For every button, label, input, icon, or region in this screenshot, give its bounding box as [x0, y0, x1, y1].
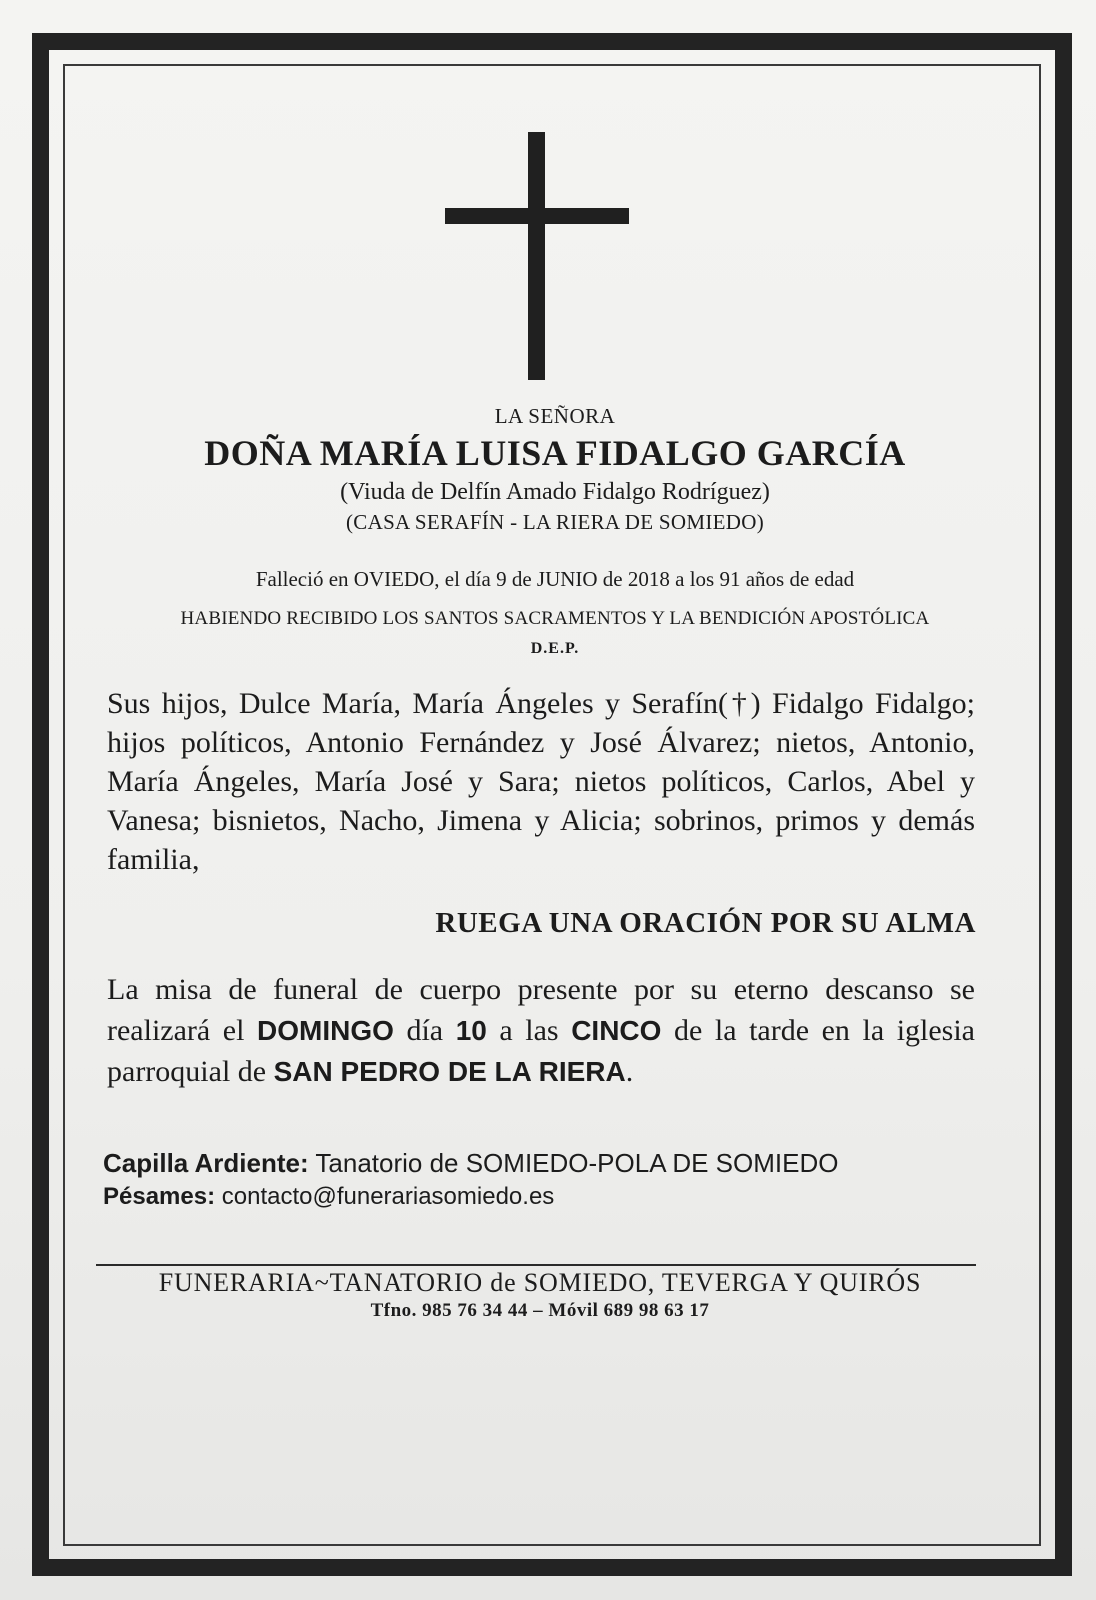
- mass-text-5: .: [625, 1055, 634, 1088]
- funeral-home-name: FUNERARIA~TANATORIO de SOMIEDO, TEVERGA Y QUIRÓS: [158, 1268, 922, 1297]
- mass-text-3: a las: [486, 1014, 572, 1047]
- dep-abbreviation: D.E.P.: [530, 640, 580, 657]
- death-info: Falleció en OVIEDO, el día 9 de JUNIO de 2018 a los 91 años de edad: [255, 567, 855, 591]
- widow-of: (Viuda de Delfín Amado Fidalgo Rodríguez): [340, 479, 770, 505]
- funeral-home-phones: Tfno. 985 76 34 44 – Móvil 689 98 63 17: [370, 1300, 710, 1321]
- mass-paragraph: [107, 969, 975, 1092]
- mass-church: SAN PEDRO DE LA RIERA: [273, 1056, 626, 1087]
- chapel-value: Tanatorio de SOMIEDO-POLA DE SOMIEDO: [308, 1148, 839, 1178]
- family-paragraph: Sus hijos, Dulce María, María Ángeles y Serafín(†) Fidalgo Fidalgo; hijos políticos, Antonio Fernández y José Álvarez; nietos, Antonio, María Ángeles, María José y Sara; nietos políticos, Carlos, Abel y Vanesa; bisnietos, Nacho, Jimena y Alicia; sobrinos, primos y demás familia,: [107, 687, 975, 876]
- mass-text-2: día: [393, 1014, 456, 1047]
- mass-text-1: La misa de funeral de cuerpo presente por su eterno descanso se realizará el: [107, 973, 975, 1047]
- condolences-line: [103, 1183, 554, 1211]
- deceased-name: DOÑA MARÍA LUISA FIDALGO GARCÍA: [204, 433, 906, 473]
- mass-day: DOMINGO: [257, 1015, 394, 1046]
- prayer-request: RUEGA UNA ORACIÓN POR SU ALMA: [435, 907, 976, 939]
- sacraments-line: HABIENDO RECIBIDO LOS SANTOS SACRAMENTOS Y LA BENDICIÓN APOSTÓLICA: [180, 608, 930, 629]
- mass-date: 10: [455, 1015, 487, 1046]
- mass-text-4: de la tarde en la iglesia parroquial de: [107, 1014, 976, 1088]
- condolences-label: Pésames:: [103, 1183, 216, 1210]
- chapel-line: [103, 1148, 838, 1179]
- title-prefix: LA SEÑORA: [494, 404, 616, 428]
- mass-time: CINCO: [571, 1015, 662, 1046]
- condolences-email: contacto@funerariasomiedo.es: [215, 1183, 555, 1210]
- house-name: (CASA SERAFÍN - LA RIERA DE SOMIEDO): [346, 510, 764, 534]
- chapel-label: Capilla Ardiente:: [103, 1148, 309, 1178]
- footer-divider: [96, 1264, 976, 1266]
